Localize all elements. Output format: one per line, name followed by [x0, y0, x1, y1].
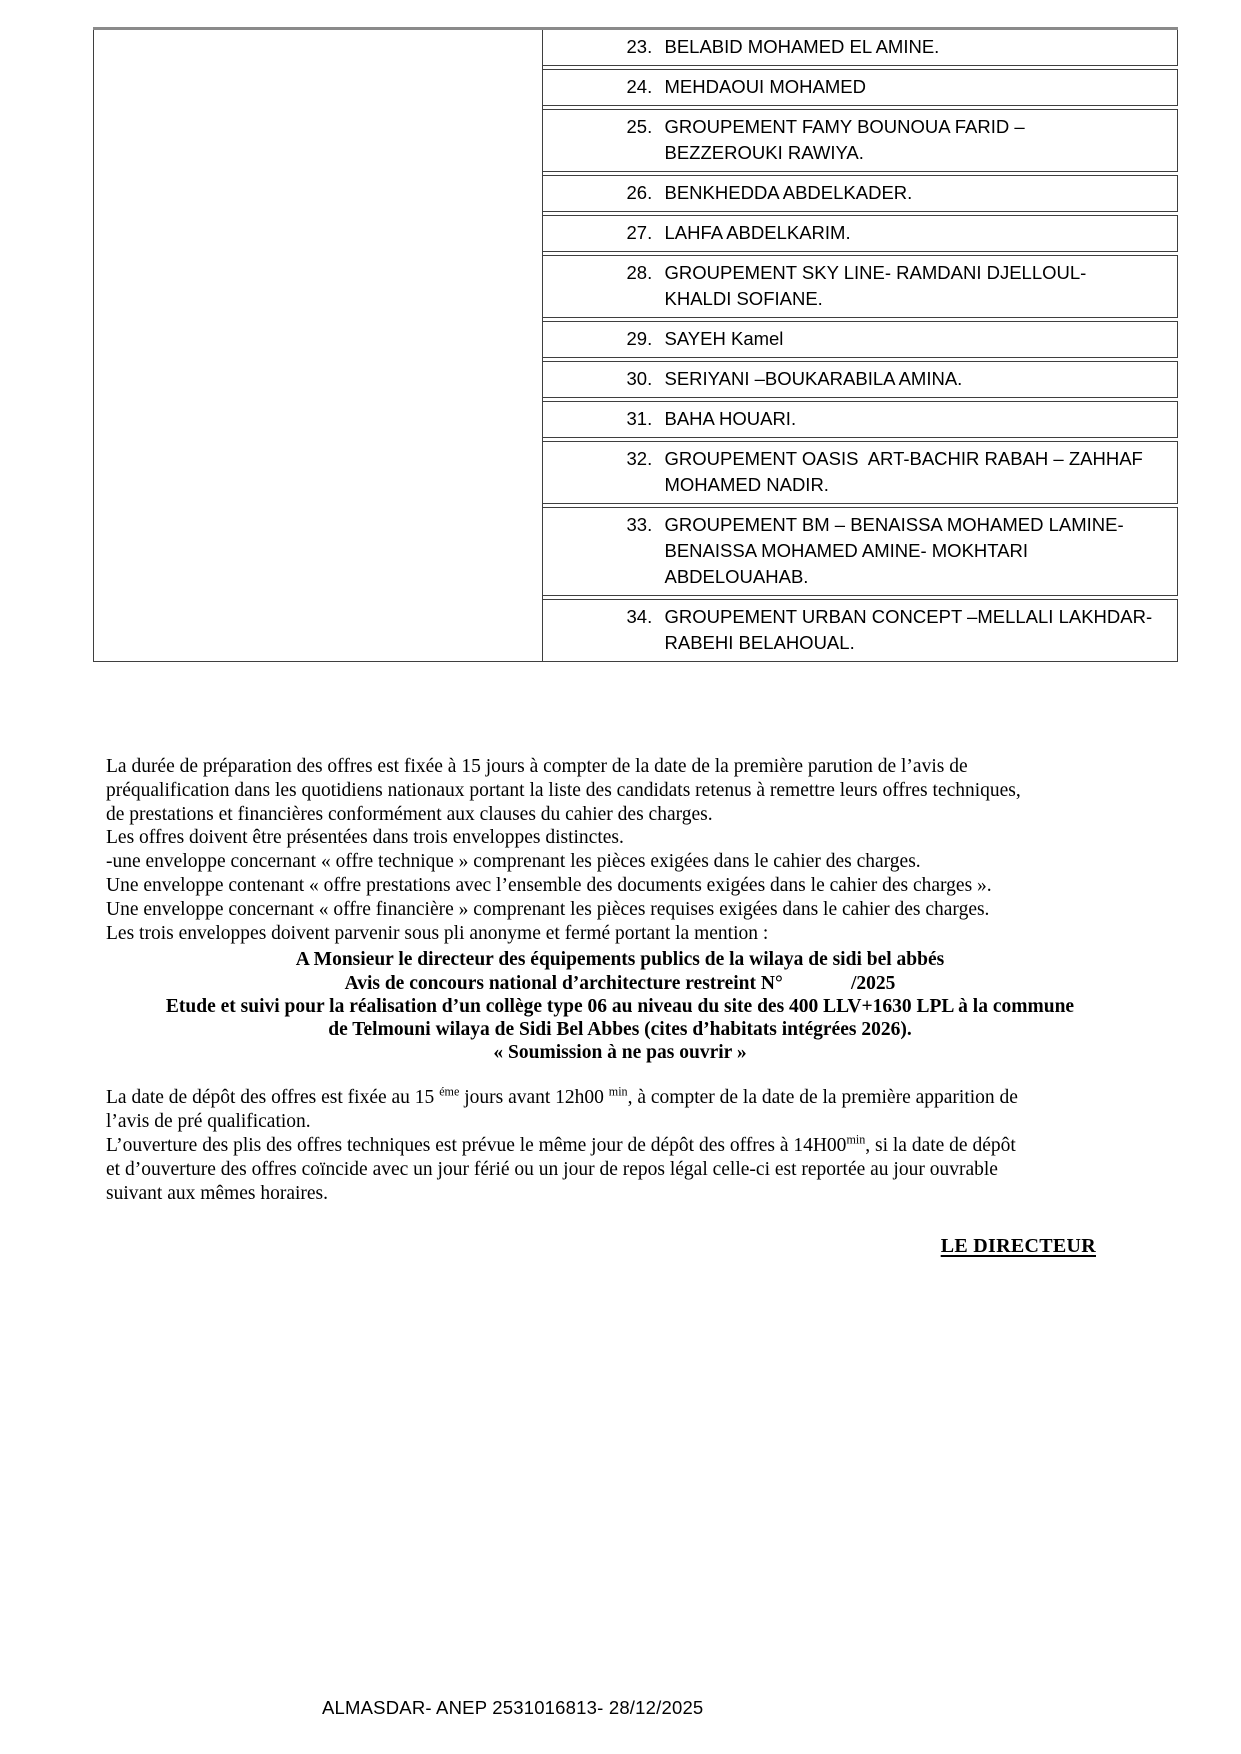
- candidate-row: [542, 441, 1179, 504]
- paragraph-line: [106, 1134, 1134, 1158]
- candidate-line: GROUPEMENT URBAN CONCEPT –MELLALI LAKHDAR-: [664, 606, 1153, 627]
- paragraph-line: Une enveloppe contenant « offre prestations avec l’ensemble des documents exigées dans le cahier des charges ».: [106, 874, 992, 896]
- candidate-row: [542, 69, 1179, 106]
- candidate-number: 26.: [626, 182, 653, 203]
- candidate-line: SERIYANI –BOUKARABILA AMINA.: [664, 368, 963, 389]
- candidate-row: [542, 599, 1179, 662]
- paragraph-line: Les trois enveloppes doivent parvenir sous pli anonyme et fermé portant la mention :: [106, 922, 769, 944]
- deposit-paragraph: [106, 1086, 1134, 1206]
- footer-anep: ALMASDAR- ANEP 2531016813- 28/12/2025: [322, 1697, 704, 1718]
- candidate-row: [542, 255, 1179, 318]
- candidate-number: 25.: [626, 116, 653, 137]
- table-empty-cell: [93, 30, 543, 662]
- paragraph-line: Une enveloppe concernant « offre financière » comprenant les pièces requises exigées dans le cahier des charges.: [106, 898, 990, 920]
- candidate-line: BENKHEDDA ABDELKADER.: [664, 182, 913, 203]
- candidate-row: [542, 109, 1179, 172]
- candidate-line: BEZZEROUKI RAWIYA.: [664, 142, 864, 163]
- candidate-line: GROUPEMENT BM – BENAISSA MOHAMED LAMINE-: [664, 514, 1124, 535]
- candidate-lines: [665, 326, 1170, 352]
- candidate-rows: [542, 30, 1179, 662]
- paragraph-line: de prestations et financières conformément aux clauses du cahier des charges.: [106, 803, 713, 825]
- candidate-lines: [665, 74, 1170, 100]
- candidate-lines: [665, 220, 1170, 246]
- candidate-line: RABEHI BELAHOUAL.: [664, 632, 855, 653]
- candidate-line: ABDELOUAHAB.: [664, 566, 809, 587]
- paragraph-line: l’avis de pré qualification.: [106, 1111, 311, 1133]
- depot-text: La date de dépôt des offres est fixée au 15: [106, 1087, 440, 1109]
- paragraph-line: préqualification dans les quotidiens nationaux portant la liste des candidats retenus à remettre leurs offres techniques,: [106, 779, 1021, 801]
- candidate-lines: [665, 406, 1170, 432]
- intro-paragraph: [106, 755, 1134, 945]
- candidate-line: GROUPEMENT FAMY BOUNOUA FARID –: [664, 116, 1025, 137]
- candidate-line: BAHA HOUARI.: [664, 408, 797, 429]
- candidate-number: 31.: [626, 408, 653, 429]
- superscript-min: min: [846, 1132, 866, 1147]
- candidate-lines: [665, 34, 1170, 60]
- candidate-lines: [665, 512, 1170, 590]
- candidate-line: GROUPEMENT OASIS ART-BACHIR RABAH – ZAHHAF: [664, 448, 1143, 469]
- candidate-row: [542, 175, 1179, 212]
- superscript-min: min: [608, 1084, 628, 1099]
- paragraph-line: La durée de préparation des offres est fixée à 15 jours à compter de la date de la première parution de l’avis de: [106, 756, 968, 777]
- candidate-number: 34.: [626, 606, 653, 627]
- candidate-number: 24.: [626, 76, 653, 97]
- superscript-eme: éme: [439, 1084, 460, 1099]
- candidate-line: BELABID MOHAMED EL AMINE.: [664, 36, 940, 57]
- paragraph-line: Les offres doivent être présentées dans trois enveloppes distinctes.: [106, 827, 624, 849]
- candidate-line: MOHAMED NADIR.: [664, 474, 829, 495]
- mention-block: [106, 948, 1134, 1064]
- paragraph-line: -une enveloppe concernant « offre technique » comprenant les pièces exigées dans le cahier des charges.: [106, 851, 921, 873]
- notice-body: [106, 755, 1134, 1259]
- candidate-row: [542, 401, 1179, 438]
- candidates-table: [93, 27, 1178, 662]
- candidate-row: [542, 215, 1179, 252]
- candidate-lines: [665, 260, 1170, 312]
- mention-line-project-1: Etude et suivi pour la réalisation d’un collège type 06 au niveau du site des 400 LLV+1630 LPL à la commune: [165, 995, 1075, 1017]
- candidate-number: 29.: [626, 328, 653, 349]
- candidate-lines: [665, 114, 1170, 166]
- depot-text: jours avant 12h00: [459, 1087, 609, 1109]
- candidate-lines: [665, 366, 1170, 392]
- candidate-number: 33.: [626, 514, 653, 535]
- candidate-row: [542, 361, 1179, 398]
- candidate-line: KHALDI SOFIANE.: [664, 288, 823, 309]
- candidate-lines: [665, 604, 1170, 656]
- mention-line-soumission: « Soumission à ne pas ouvrir »: [493, 1042, 747, 1064]
- candidate-number: 28.: [626, 262, 653, 283]
- paragraph-line: et d’ouverture des offres coïncide avec un jour férié ou un jour de repos légal celle-ci est reportée au jour ouvrable: [106, 1159, 998, 1181]
- candidate-line: SAYEH Kamel: [664, 328, 784, 349]
- candidate-row: [542, 507, 1179, 596]
- candidate-lines: [665, 446, 1170, 498]
- candidate-line: GROUPEMENT SKY LINE- RAMDANI DJELLOUL-: [664, 262, 1087, 283]
- candidate-number: 32.: [626, 448, 653, 469]
- candidate-number: 30.: [626, 368, 653, 389]
- mention-line-avis-number: Avis de concours national d’architecture restreint N° /2025: [344, 972, 896, 994]
- depot-text: , à compter de la date de la première apparition de: [627, 1087, 1018, 1109]
- mention-line-addressee: A Monsieur le directeur des équipements publics de la wilaya de sidi bel abbés: [295, 949, 945, 971]
- depot-text: , si la date de dépôt: [865, 1135, 1016, 1157]
- candidate-line: BENAISSA MOHAMED AMINE- MOKHTARI: [664, 540, 1029, 561]
- paragraph-line: suivant aux mêmes horaires.: [106, 1183, 329, 1205]
- director-signature: LE DIRECTEUR: [940, 1235, 1096, 1258]
- candidate-row: [542, 321, 1179, 358]
- depot-text: L’ouverture des plis des offres techniques est prévue le même jour de dépôt des offres à 14H00: [106, 1135, 847, 1157]
- candidate-number: 27.: [626, 222, 653, 243]
- mention-line-project-2: de Telmouni wilaya de Sidi Bel Abbes (cites d’habitats intégrées 2026).: [328, 1018, 912, 1040]
- paragraph-line: [106, 1086, 1134, 1110]
- candidate-line: LAHFA ABDELKARIM.: [664, 222, 851, 243]
- candidate-number: 23.: [626, 36, 653, 57]
- candidate-row: [542, 30, 1179, 66]
- candidate-line: MEHDAOUI MOHAMED: [664, 76, 866, 97]
- candidate-lines: [665, 180, 1170, 206]
